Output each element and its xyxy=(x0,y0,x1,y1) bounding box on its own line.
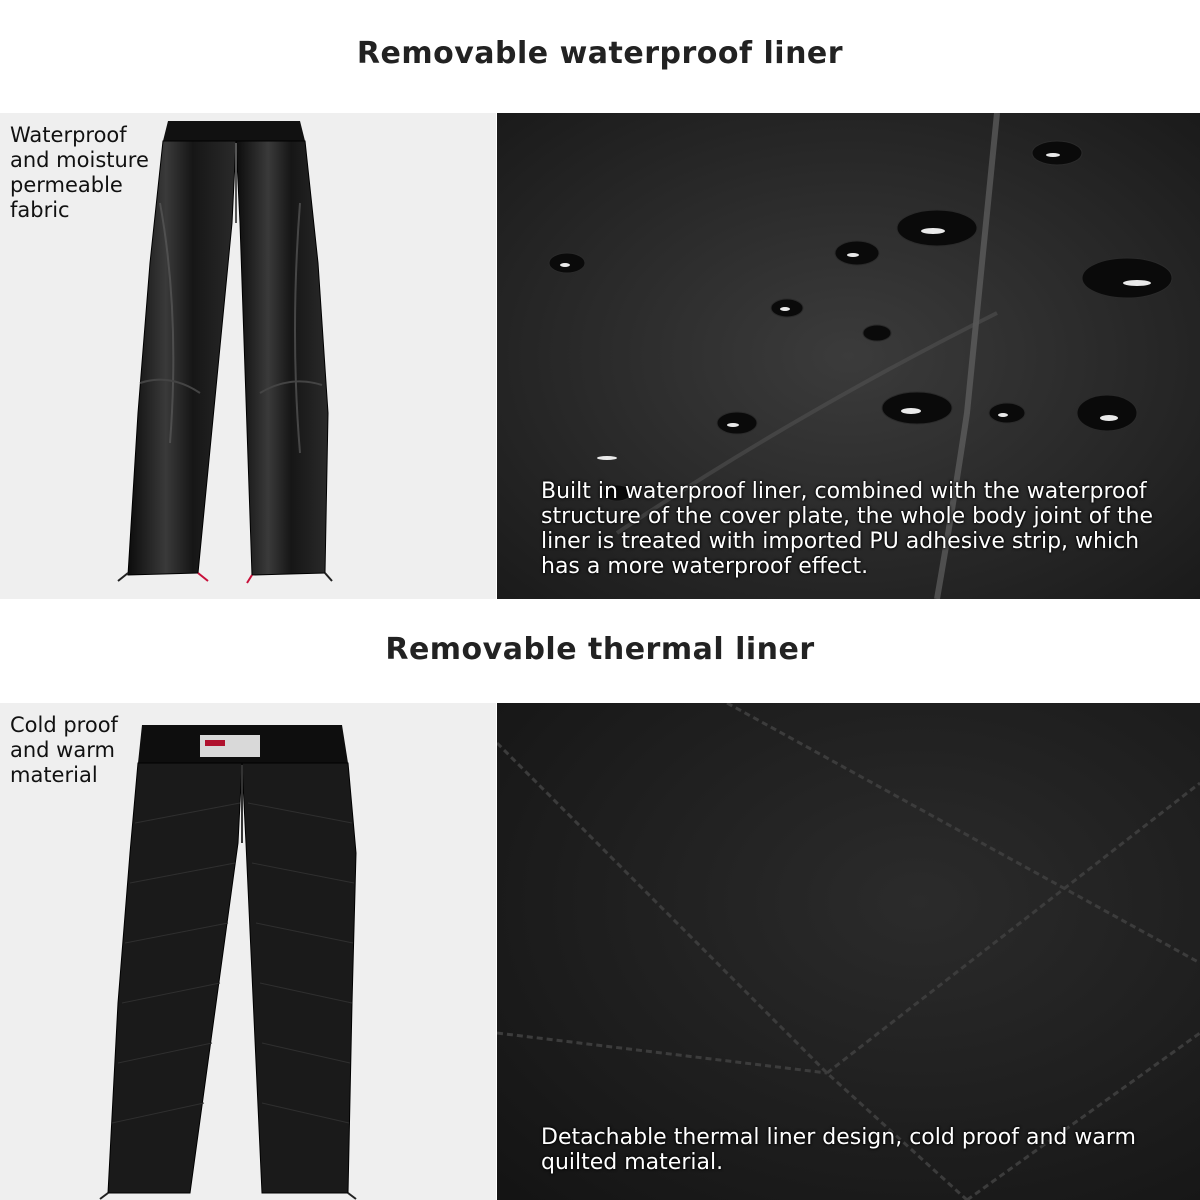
waterproof-fabric-closeup xyxy=(497,113,1200,599)
thermal-liner-caption: Detachable thermal liner design, cold proof and warm quilted material. xyxy=(541,1125,1136,1175)
thermal-product-panel xyxy=(0,703,496,1200)
waterproof-fabric-label: Waterproof and moisture permeable fabric xyxy=(10,123,149,222)
section-title-thermal: Removable thermal liner xyxy=(385,632,815,667)
thermal-fabric-closeup xyxy=(497,703,1200,1200)
section-title-waterproof: Removable waterproof liner xyxy=(356,36,844,71)
waterproof-product-panel xyxy=(0,113,496,599)
thermal-material-label: Cold proof and warm material xyxy=(10,713,118,787)
waterproof-liner-caption: Built in waterproof liner, combined with the waterproof structure of the cover plate, the whole body joint of the liner is treated with imported PU adhesive strip, which has a more waterproof effect. xyxy=(541,479,1154,579)
